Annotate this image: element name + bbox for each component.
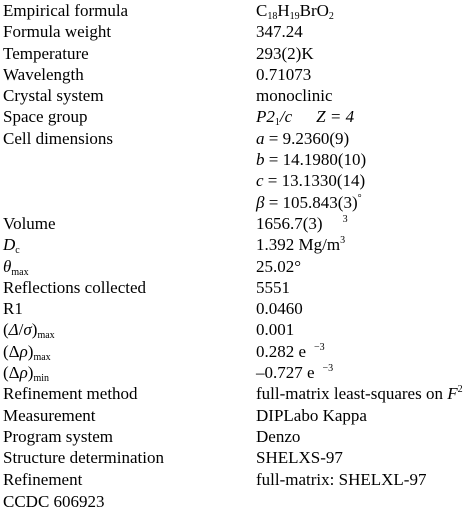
z-value: Z = 4 [316, 107, 355, 127]
label-drho-max: $(\Delta\rho)_{max}$ [3, 341, 51, 363]
label-crystal-system: Crystal system [3, 86, 104, 106]
label-space-group: Space group [3, 107, 88, 127]
value-wavelength: 0.71073 [256, 64, 312, 84]
value-measurement: DIPLabo Kappa [256, 405, 367, 425]
row-reflections [3, 277, 473, 298]
value-drho-min: –0.727 e $^{-3}$ [256, 363, 334, 383]
value-theta-max: 25.02° [256, 256, 302, 276]
label-reflections: Reflections collected [3, 277, 147, 297]
value-temperature: 293(2)K [256, 43, 314, 63]
value-program-system: Denzo [256, 426, 301, 446]
value-cell-c: c = 13.1330(14) [256, 171, 366, 191]
value-crystal-system: monoclinic [256, 86, 333, 106]
value-volume: 1656.7(3) $^3$ [256, 213, 348, 233]
row-refinement-method [3, 383, 473, 404]
value-density: 1.392 $Mg/m^3$ [256, 235, 346, 255]
row-theta-max [3, 256, 473, 277]
label-formula-weight: Formula weight [3, 22, 112, 42]
label-temperature: Temperature [3, 43, 89, 63]
row-cell-beta [3, 192, 473, 213]
row-r1 [3, 298, 473, 319]
row-shift-esd-max [3, 319, 473, 340]
label-measurement: Measurement [3, 405, 96, 425]
value-structure-determination: SHELXS-97 [256, 448, 343, 468]
label-refinement: Refinement [3, 469, 83, 489]
row-volume [3, 213, 473, 234]
row-cell-b [3, 149, 473, 170]
value-empirical-formula: $C_{18}H_{19}BrO_2$ [256, 1, 334, 22]
row-cell-a [3, 128, 473, 149]
value-space-group: $P2_1/c$ Z = 4 [256, 107, 355, 129]
label-r1: R1 [3, 299, 23, 319]
label-drho-min: $(\Delta\rho)_{min}$ [3, 363, 49, 385]
row-program-system [3, 426, 473, 447]
value-cell-a: a = 9.2360(9) [256, 128, 350, 148]
row-temperature [3, 43, 473, 64]
label-density: $D_c$ [3, 235, 20, 257]
value-shift-esd-max: 0.001 [256, 320, 295, 340]
row-measurement [3, 405, 473, 426]
label-cell-dimensions: Cell dimensions [3, 128, 114, 148]
row-drho-min [3, 362, 473, 383]
row-formula-weight [3, 21, 473, 42]
row-refinement [3, 469, 473, 490]
row-cell-c [3, 170, 473, 191]
label-program-system: Program system [3, 426, 114, 446]
crystal-data-table [3, 0, 473, 490]
value-formula-weight: 347.24 [256, 22, 303, 42]
value-r1: 0.0460 [256, 299, 303, 319]
label-structure-determination: Structure determination [3, 448, 164, 468]
label-refinement-method: Refinement method [3, 384, 138, 404]
value-reflections: 5551 [256, 277, 290, 297]
value-refinement: full-matrix: SHELXL-97 [256, 469, 427, 489]
label-volume: Volume [3, 213, 56, 233]
row-wavelength [3, 64, 473, 85]
label-empirical-formula: Empirical formula [3, 1, 129, 20]
row-structure-determination [3, 447, 473, 468]
label-theta-max: $\theta_{max}$ [3, 256, 29, 278]
row-empirical-formula [3, 0, 473, 21]
label-wavelength: Wavelength [3, 64, 84, 84]
row-space-group [3, 106, 473, 127]
label-shift-esd-max: $(\Delta/\sigma)_{max}$ [3, 320, 55, 342]
value-cell-beta: β = 105.843(3)° [256, 192, 362, 212]
value-drho-max: 0.282 e $^{-3}$ [256, 341, 325, 361]
row-crystal-system [3, 85, 473, 106]
row-drho-max [3, 341, 473, 362]
value-cell-b: b = 14.1980(10) [256, 150, 367, 170]
ccdc-number: CCDC 606923 [3, 492, 105, 511]
value-refinement-method: full-matrix least-squares on $F^2$ [256, 384, 463, 404]
row-density [3, 234, 473, 255]
